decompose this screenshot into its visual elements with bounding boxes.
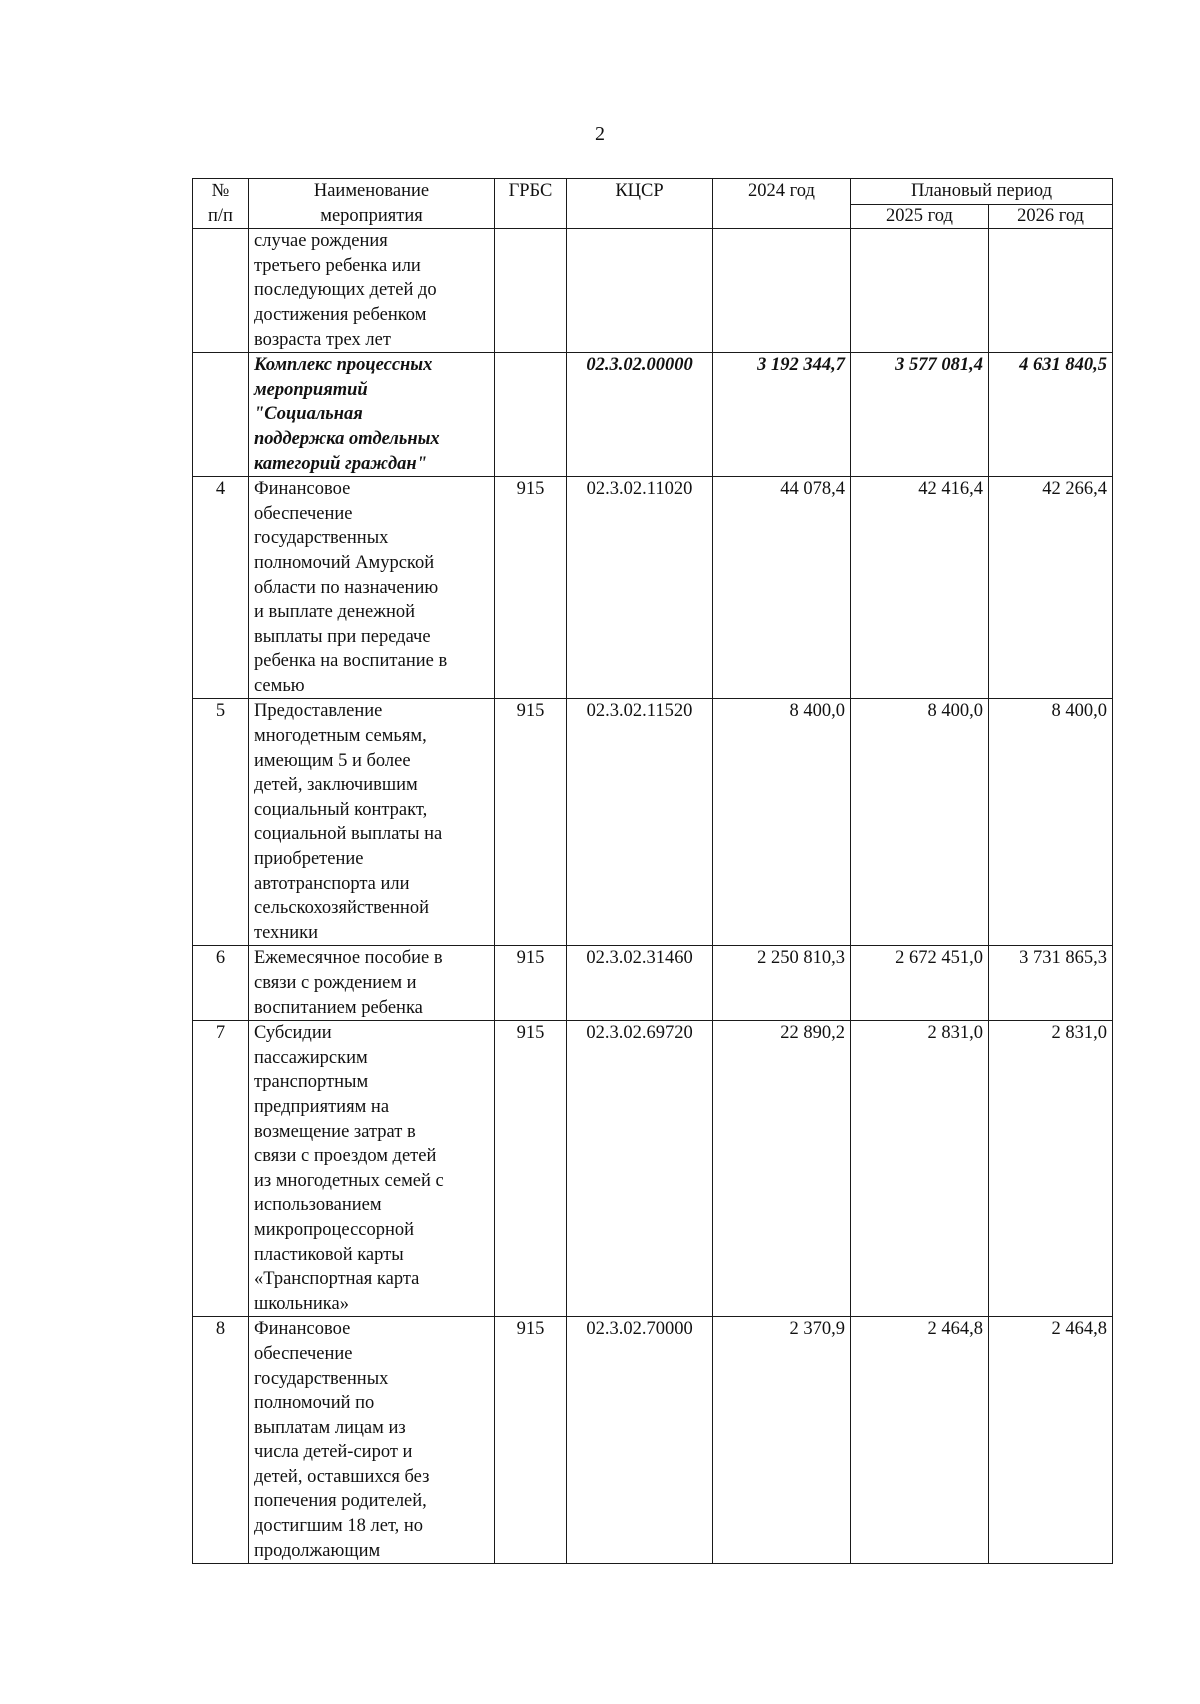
row-name: Субсидии пассажирским транспортным предприятиям на возмещение затрат в связи с проездом детей из многодетных семей с использованием микропроцессорной пластиковой карты «Транспортная карта школьника» (249, 1021, 495, 1317)
header-grbs: ГРБС (495, 179, 567, 229)
row-2024: 22 890,2 (713, 1021, 851, 1317)
row-2026: 2 464,8 (989, 1317, 1113, 1564)
row-name: Комплекс процессных мероприятий "Социальная поддержка отдельных категорий граждан" (249, 353, 495, 477)
table-row (193, 229, 1113, 353)
row-name: Ежемесячное пособие в связи с рождением и воспитанием ребенка (249, 946, 495, 1021)
row-name: Финансовое обеспечение государственных полномочий по выплатам лицам из числа детей-сирот и детей, оставшихся без попечения родителей, достигшим 18 лет, но продолжающим (249, 1317, 495, 1564)
table-row (193, 699, 1113, 946)
row-grbs (495, 353, 567, 477)
row-2026: 3 731 865,3 (989, 946, 1113, 1021)
row-grbs (495, 229, 567, 353)
row-num (193, 353, 249, 477)
row-2024: 8 400,0 (713, 699, 851, 946)
row-2026: 4 631 840,5 (989, 353, 1113, 477)
row-2026 (989, 229, 1113, 353)
row-kcsr (567, 229, 713, 353)
row-2024: 44 078,4 (713, 477, 851, 699)
row-2026: 2 831,0 (989, 1021, 1113, 1317)
row-2025: 2 831,0 (851, 1021, 989, 1317)
row-grbs: 915 (495, 699, 567, 946)
row-name: Предоставление многодетным семьям, имеющим 5 и более детей, заключившим социальный контракт, социальной выплаты на приобретение автотранспорта или сельскохозяйственной техники (249, 699, 495, 946)
row-2025: 3 577 081,4 (851, 353, 989, 477)
row-2024 (713, 229, 851, 353)
table-row-subtotal (193, 353, 1113, 477)
row-2024: 2 250 810,3 (713, 946, 851, 1021)
row-kcsr: 02.3.02.11520 (567, 699, 713, 946)
row-num: 7 (193, 1021, 249, 1317)
row-kcsr: 02.3.02.70000 (567, 1317, 713, 1564)
table-row (193, 1021, 1113, 1317)
header-plan-period: Плановый период (851, 179, 1113, 205)
row-2025: 2 464,8 (851, 1317, 989, 1564)
header-name: Наименование мероприятия (249, 179, 495, 229)
page-number: 2 (595, 123, 605, 145)
row-kcsr: 02.3.02.69720 (567, 1021, 713, 1317)
row-kcsr: 02.3.02.11020 (567, 477, 713, 699)
table-row (193, 477, 1113, 699)
row-grbs: 915 (495, 1317, 567, 1564)
header-2025: 2025 год (851, 205, 989, 229)
row-name: случае рождения третьего ребенка или последующих детей до достижения ребенком возраста трех лет (249, 229, 495, 353)
row-2025 (851, 229, 989, 353)
row-num: 4 (193, 477, 249, 699)
row-2025: 8 400,0 (851, 699, 989, 946)
row-kcsr: 02.3.02.31460 (567, 946, 713, 1021)
row-num: 5 (193, 699, 249, 946)
row-2024: 3 192 344,7 (713, 353, 851, 477)
table-body (193, 229, 1113, 1564)
header-num: № п/п (193, 179, 249, 229)
row-num: 8 (193, 1317, 249, 1564)
header-kcsr: КЦСР (567, 179, 713, 229)
row-grbs: 915 (495, 946, 567, 1021)
header-2024: 2024 год (713, 179, 851, 229)
row-2025: 2 672 451,0 (851, 946, 989, 1021)
table-row (193, 1317, 1113, 1564)
row-kcsr: 02.3.02.00000 (567, 353, 713, 477)
row-2026: 8 400,0 (989, 699, 1113, 946)
header-2026: 2026 год (989, 205, 1113, 229)
row-num (193, 229, 249, 353)
row-num: 6 (193, 946, 249, 1021)
budget-table (192, 178, 1113, 1564)
table-row (193, 946, 1113, 1021)
row-2026: 42 266,4 (989, 477, 1113, 699)
row-grbs: 915 (495, 477, 567, 699)
row-2025: 42 416,4 (851, 477, 989, 699)
row-grbs: 915 (495, 1021, 567, 1317)
row-2024: 2 370,9 (713, 1317, 851, 1564)
row-name: Финансовое обеспечение государственных полномочий Амурской области по назначению и выплате денежной выплаты при передаче ребенка на воспитание в семью (249, 477, 495, 699)
